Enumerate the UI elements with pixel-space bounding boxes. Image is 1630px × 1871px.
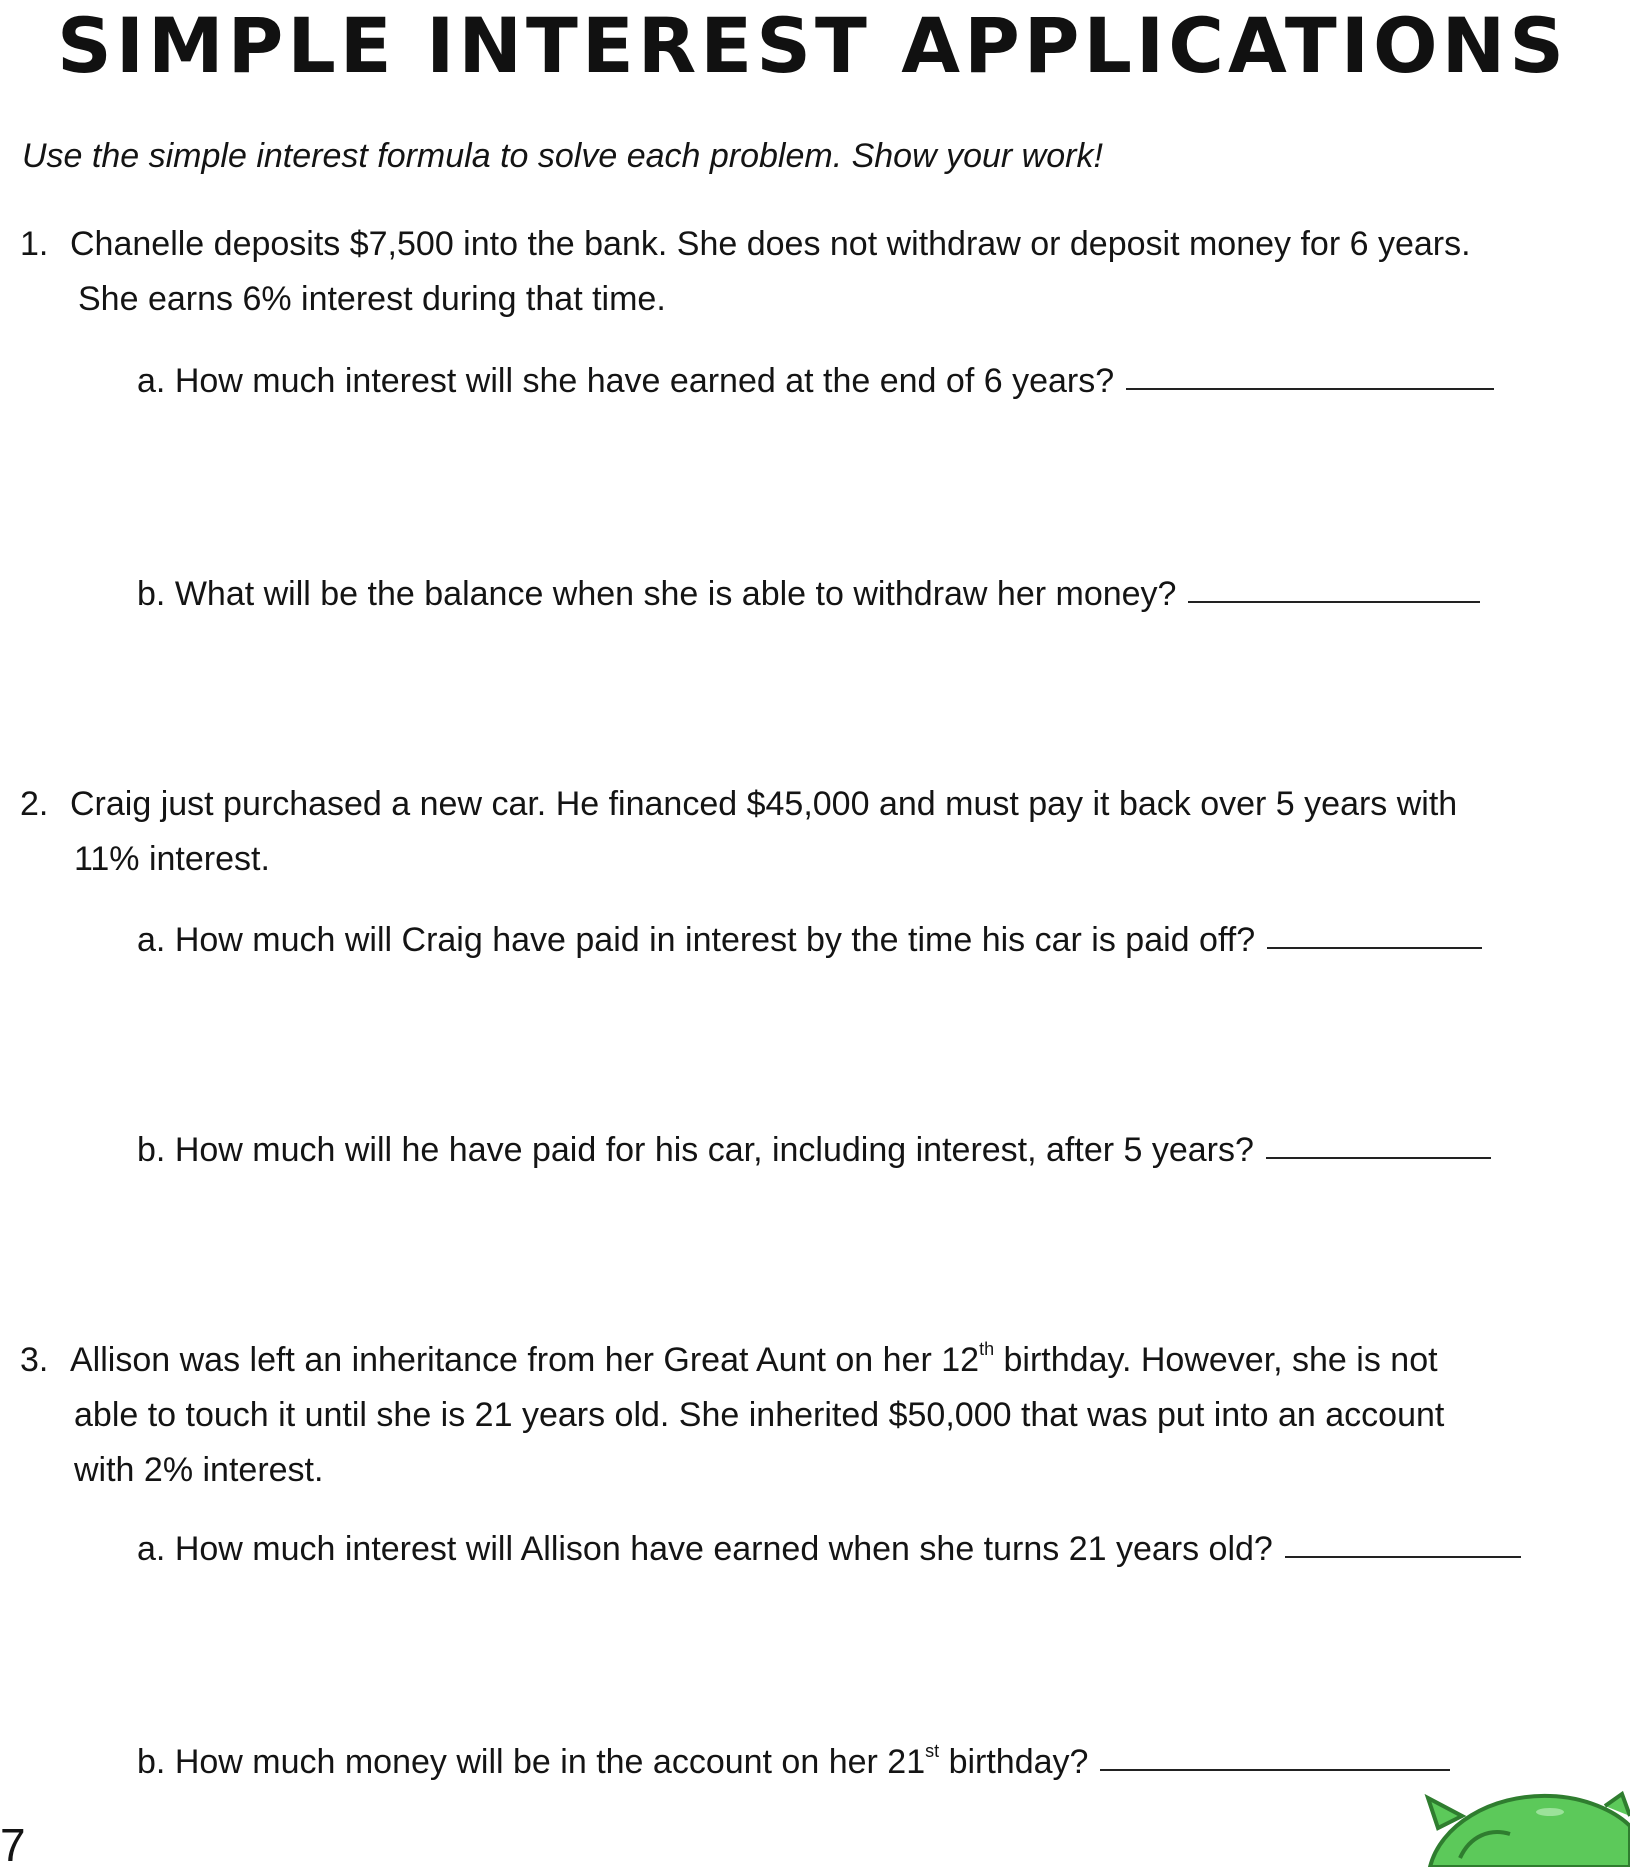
answer-blank-2b[interactable] (1266, 1157, 1491, 1159)
problem-2-line-1 (20, 785, 1457, 824)
answer-blank-3b[interactable] (1100, 1769, 1450, 1771)
problem-3-line-2: able to touch it until she is 21 years old. She inherited $50,000 that was put into an account (74, 1396, 1445, 1434)
problem-text: birthday. However, she is not (994, 1341, 1438, 1379)
part-question: How much interest will she have earned at the end of 6 years? (174, 362, 1115, 400)
part-question: How much money will be in the account on her 21 (174, 1743, 926, 1781)
part-question: How much interest will Allison have earned when she turns 21 years old? (174, 1530, 1273, 1568)
part-label: b. (137, 1743, 166, 1781)
part-label: a. (137, 1530, 166, 1568)
part-label: b. (137, 1131, 166, 1169)
part-label: a. (137, 362, 166, 400)
problem-number: 1. (20, 225, 49, 263)
problem-text: Chanelle deposits $7,500 into the bank. She does not withdraw or deposit money for 6 years. (70, 225, 1471, 263)
answer-blank-2a[interactable] (1267, 947, 1482, 949)
problem-1b (137, 575, 1480, 614)
problem-1-line-2: She earns 6% interest during that time. (78, 280, 666, 318)
problem-1a (137, 362, 1494, 401)
part-question: What will be the balance when she is able to withdraw her money? (174, 575, 1177, 613)
problem-2b (137, 1131, 1491, 1170)
problem-3-line-1 (20, 1341, 1438, 1380)
problem-3a (137, 1530, 1521, 1569)
problem-3b (137, 1743, 1450, 1782)
answer-blank-3a[interactable] (1285, 1556, 1521, 1558)
problem-text: Craig just purchased a new car. He financed $45,000 and must pay it back over 5 years with (70, 785, 1458, 823)
part-label: a. (137, 921, 166, 959)
part-question: How much will he have paid for his car, including interest, after 5 years? (174, 1131, 1254, 1169)
instructions: Use the simple interest formula to solve each problem. Show your work! (22, 137, 1103, 175)
problem-text: Allison was left an inheritance from her Great Aunt on her 12 (70, 1341, 980, 1379)
problem-1-line-1 (20, 225, 1471, 264)
problem-2a (137, 921, 1482, 960)
page-title: SIMPLE INTEREST APPLICATIONS (57, 1, 1568, 90)
part-question: birthday? (939, 1743, 1089, 1781)
answer-blank-1b[interactable] (1188, 601, 1480, 603)
ordinal-suffix: th (979, 1339, 995, 1359)
problem-number: 3. (20, 1341, 49, 1379)
answer-blank-1a[interactable] (1126, 388, 1494, 390)
problem-number: 2. (20, 785, 49, 823)
piggy-bank-icon (1400, 1786, 1630, 1867)
ordinal-suffix: st (925, 1741, 940, 1761)
problem-2-line-2: 11% interest. (74, 840, 270, 878)
problem-3-line-3: with 2% interest. (74, 1451, 324, 1489)
page-number: 7 (0, 1819, 26, 1871)
part-question: How much will Craig have paid in interest by the time his car is paid off? (174, 921, 1256, 959)
part-label: b. (137, 575, 166, 613)
